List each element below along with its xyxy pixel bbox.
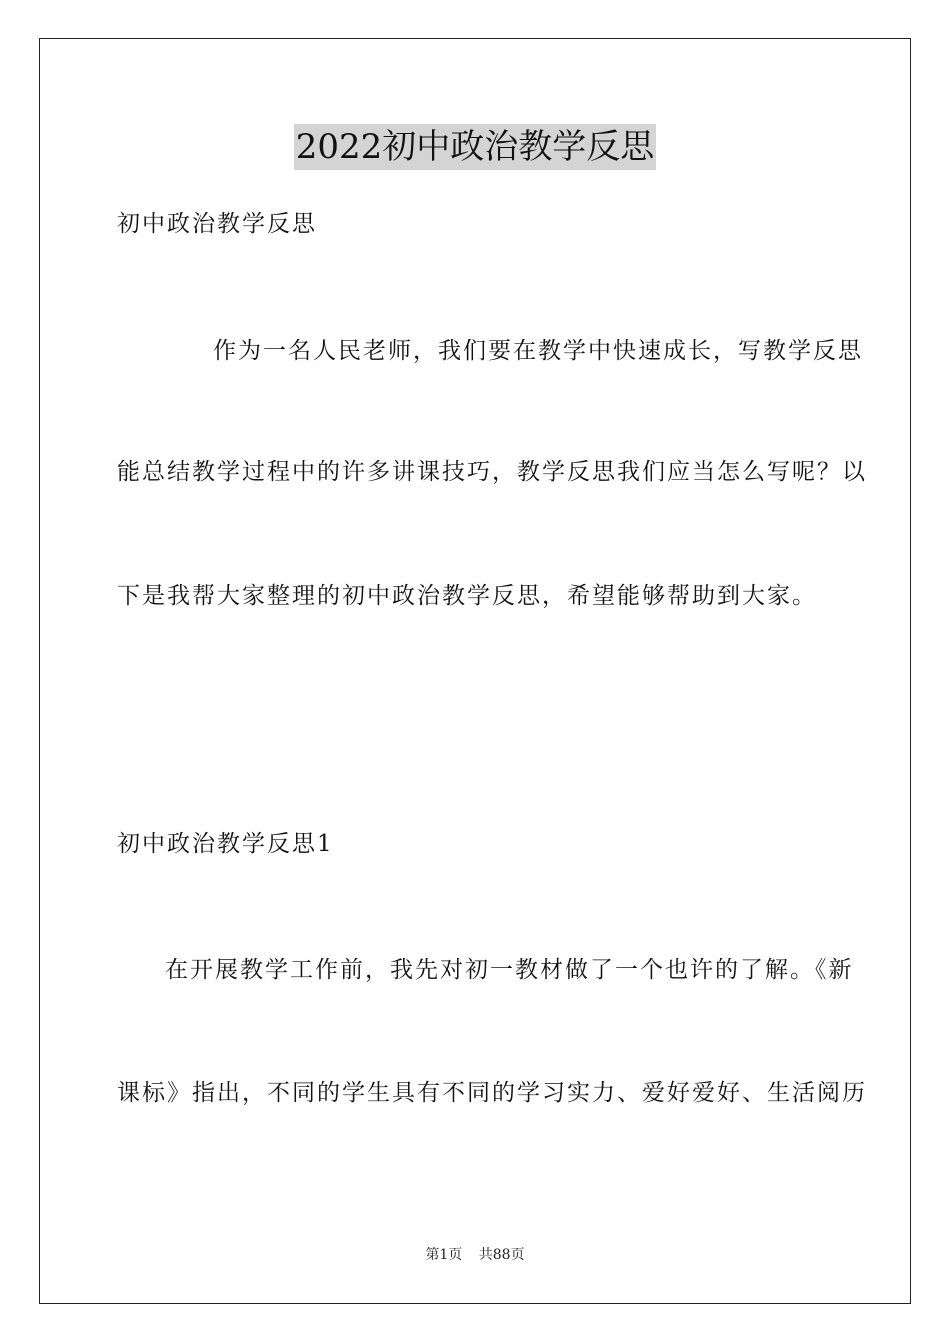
- section-line-2: 课标》指出，不同的学生具有不同的学习实力、爱好爱好、生活阅历: [117, 1080, 867, 1106]
- intro-line-1: 作为一名人民老师，我们要在教学中快速成长，写教学反思: [213, 338, 863, 364]
- title-container: [0, 124, 950, 170]
- page-footer: [0, 1245, 950, 1265]
- intro-line-3: 下是我帮大家整理的初中政治教学反思，希望能够帮助到大家。: [117, 583, 817, 609]
- page-number: 第1页: [425, 1247, 463, 1263]
- section-line-1: 在开展教学工作前，我先对初一教材做了一个也许的了解。《新: [165, 957, 854, 983]
- total-pages: 共88页: [478, 1247, 525, 1263]
- section-heading: 初中政治教学反思1: [117, 831, 334, 857]
- intro-line-2: 能总结教学过程中的许多讲课技巧，教学反思我们应当怎么写呢？以: [117, 459, 867, 485]
- document-subtitle: 初中政治教学反思: [117, 211, 317, 237]
- document-title: 2022初中政治教学反思: [294, 124, 657, 170]
